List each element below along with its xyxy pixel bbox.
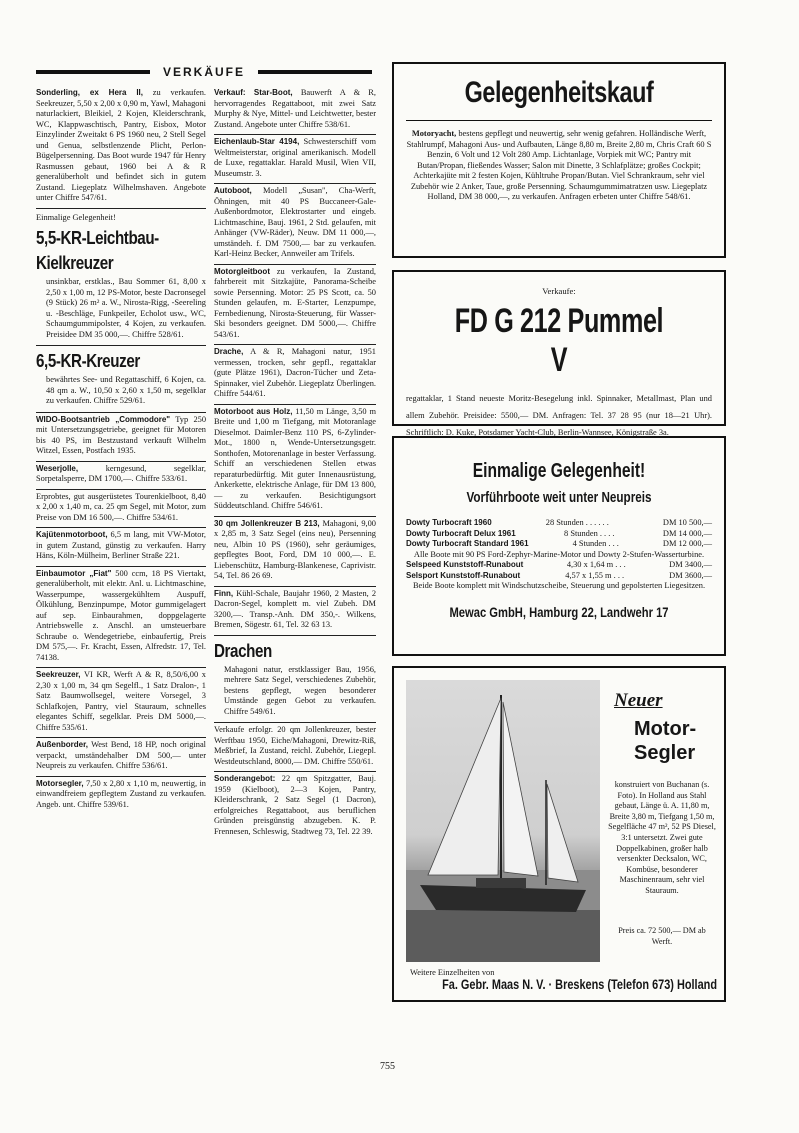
ad-body: Bauwerft A & R, hervorragendes Regattaboot, mit zwei Satz Murphy & Nye, Mittel- und Leichtwetter, bester Zustand. Angebote unter Chiffre 538/61. (214, 88, 377, 129)
classified-ad (36, 528, 206, 567)
ad-note: Weitere Einzelheiten von (410, 968, 495, 977)
ad-box-subtitle: Vorführboote weit unter Neupreis (466, 489, 652, 506)
price-list (406, 518, 712, 550)
price-list-2 (406, 560, 712, 581)
ad-body: Modell „Susan", Cha-Werft, Öhningen, mit 40 PS Buccaneer-Gale-Außenbordmotor, Elektrostarter und eingeb. Lichtmaschine, Bauj. 1961, 2 Std. gelaufen, mit Anhänger (VW-Räder), Neuw. DM 11 000,—, umständeh. f. DM 7500,— bar zu verkaufen. Karl-Heinz Becker, Annweiler am Trifels. (214, 186, 376, 258)
ad-kicker: Verkaufe: (542, 286, 576, 296)
price-row (406, 560, 712, 571)
classified-ad (214, 723, 376, 772)
column-1 (36, 86, 206, 814)
price-row-left: Selsport Kunststoff-Runabout (406, 570, 521, 580)
ad-body: 22 qm Spitzgatter, Bauj. 1959 (Kielboot), 2—3 Kojen, Pantry, Kleiderschrank, 2 Satz Segel (1 Dacron), erfolgreiches Regattaboot, aus beruflichen Gründen preisgünstig abzugeben. K. P. Frennesen, Schleswig, Stadtweg 73, Tel. 22 39. (214, 774, 376, 836)
price-row-mid: 4,30 x 1,64 m . . . (566, 560, 626, 569)
price-row-right: DM 12 000,— (662, 539, 712, 548)
classified-ad (36, 413, 206, 462)
ad-lead: Motoryacht, (411, 129, 457, 138)
classified-ad (214, 86, 376, 135)
ad-note: Alle Boote mit 90 PS Ford-Zephyr-Marine-Motor und Dowty 2-Stufen-Wasserturbine. (413, 549, 705, 559)
price-row-mid: 4 Stunden . . . (572, 539, 619, 548)
ad-kicker: Neuer (614, 690, 663, 711)
ad-lead: Sonderangebot: (214, 774, 276, 783)
boat-photo (406, 680, 600, 962)
price-row-mid: 8 Stunden . . . . (564, 528, 615, 538)
classified-ad (214, 184, 376, 265)
ad-lead: WIDO-Bootsantrieb „Commodore" (36, 414, 171, 424)
ad-lead: Einbaumotor „Fiat" (36, 568, 112, 578)
ad-body: Verkaufe erfolgr. 20 qm Jollenkreuzer, bester Werftbau 1950, Eiche/Mahagoni, Drewitz-Riß, Meßbrief, Ia Zustand, reichl. Zubehör, Liegepl. Westdeutschland, 8000,— DM. Chiffre 550/61. (214, 725, 376, 766)
price-row-mid: 4,57 x 1,55 m . . . (565, 570, 625, 580)
ad-body: bestens gepflegt und neuwertig, sehr wenig gefahren. Holländische Werft, Stahlrumpf, Mahagoni Aus- und Aufbauten, Länge 8,80 m, Breite 2,80 m, Chris Craft 60 S Benzin, 6 Volt und 12 Volt 280 Amp. Lichtanlage, Vorpiek mit WC; Pantry mit Butan/Propan, fließendes Wasser; Salon mit Dinette, 3 Schlafplätze; großes Cockpit; Achterkajüte mit 2 festen Kojen, Kühltruhe Propan/Butan. Viel Schrankraum, sehr viel Zubehör wie 2 Anker, Taue, große Persenning. Schaumgummimatratzen usw. Liegeplatz Holland, DM 38 000,—, zu verkaufen. Anfragen erbeten unter Chiffre 548/61. (406, 129, 712, 201)
ad-box-text: konstruiert von Buchanan (s. Foto). In Holland aus Stahl gebaut, Länge ü. A. 11,80 m, Breite 3,80 m, Tiefgang 1,50 m, Segelfläche 47 m², 52 PS Diesel, 3:1 untersetzt. Zwei gute Doppelkabinen, großer halb versenkter Decksalon, WC, Kombüse, besonderer Maschinenraum, sehr viel Stauraum. (608, 780, 716, 895)
ad-body: Mahagoni natur, erstklassiger Bau, 1956, mehrere Satz Segel, verschiedenes Zubehör, bestens gepflegt, wegen besonderer Umstände gegen Gebot zu verkaufen. Chiffre 549/61. (214, 661, 376, 724)
header-rule-right (258, 70, 372, 74)
sailboat-image (406, 680, 600, 962)
ad-body: Erprobtes, gut ausgerüstetes Tourenkielboot, 8,40 x 2,00 x 1,40 m, ca. 25 qm Segel, mit Motor, zum Preise von DM 16 500,—. Chiffre 534/61. (36, 491, 206, 522)
ad-body: Typ 250 mit Untersetzungsgetriebe, geeignet für Motoren bis 40 PS, im Bestzustand verkauft Wilhelm Witzel, Essen, Postfach 1935. (36, 414, 207, 455)
ad-box-mewac (392, 436, 726, 656)
classified-ad (36, 86, 206, 209)
classified-ad (214, 265, 376, 346)
ad-body: A & R, Mahagoni natur, 1951 vermessen, trocken, sehr gepfl., regattaklar (gute Plätze 1961), Dacron-Tücher und Zeta-Spinnaker, viel Zubehör. Liegeplatz Überlingen. Chiffre 544/61. (214, 347, 376, 398)
price-row (406, 529, 712, 540)
ad-lead: Eichenlaub-Star 4194, (214, 137, 300, 146)
ad-headline: Kielkreuzer (36, 252, 114, 273)
section-header (36, 64, 372, 80)
price-row-left: Dowty Turbocraft Delux 1961 (406, 528, 516, 538)
price-row-left: Dowty Turbocraft 1960 (406, 518, 492, 527)
price-row-mid: 28 Stunden . . . . . . (545, 518, 609, 527)
divider (406, 120, 712, 121)
ad-box-title: Motor- (634, 718, 697, 740)
price-row-right: DM 14 000,— (662, 528, 712, 538)
ad-lead: Autoboot, (214, 186, 252, 195)
ad-body: kerngesund, segelklar, Sorpetalsperre, DM 1700,—. Chiffre 533/61. (36, 463, 206, 483)
ad-body: VI KR, Werft A & R, 8,50/6,00 x 2,30 x 1,00 m, 34 qm Segelfl., 1 Satz Dralon-, 1 Satz Baumwollsegel, weitere Vorsegel, 3 Schlafkojen, Pantry, viel Stauraum, schnelles elegantes Schiff, segelklar. Preis DM 5000,—. Chiffre 535/61. (36, 670, 206, 732)
price-row-right: DM 10 500,— (662, 518, 712, 527)
ad-body: Kühl-Schale, Baujahr 1960, 2 Masten, 2 Dacron-Segel, komplett m. viel Zubeh. DM 3200,—. Transp.-Anh. DM 350,-. Wilkens, Bremen, Sögestr. 61, Tel. 32 63 13. (214, 588, 377, 629)
ad-box-title: Gelegenheitskauf (464, 76, 654, 109)
column-3 (392, 62, 726, 1012)
ad-lead: Weserjolle, (36, 463, 79, 473)
ad-box-pummel (392, 270, 726, 437)
ad-box-motorsegler (392, 666, 726, 1002)
ad-box-title: Einmalige Gelegenheit! (472, 460, 646, 482)
ad-lead: Verkauf: Star-Boot, (214, 88, 293, 97)
section-title: VERKÄUFE (162, 65, 245, 79)
ad-box-title-2: Segler (634, 742, 696, 764)
ad-lead: Motorgleitboot (214, 266, 270, 276)
ad-lead: Finn, (214, 588, 234, 598)
ad-body: zu verkaufen. Seekreuzer, 5,50 x 2,00 x 0,90 m, Yawl, Mahagoni naturlackiert, Bleikiel, 2 Kojen, Kleiderschrank, WC, Klappwaschtisch, Pantry, Eisbox, Motor Einzylinder Zweitakt 6 PS 1960 neu, 2 Stell Segel und Genua, selbstlenzende Plicht, Perlon-Bügelpersenning. Das Boot wurde 1947 für Henry Rasmussen gebaut, 1960 bei A & R generalüberholt und befindet sich in gutem Zustand. Liegeplatz Wilhelmshaven. Angebote unter Chiffre 547/61. (36, 88, 207, 202)
company-line: Fa. Gebr. Maas N. V. · Breskens (Telefon 673) Holland (442, 976, 718, 992)
ad-body: zu verkaufen, Ia Zustand, fahrbereit mit Sitzkajüte, Panorama-Scheibe sowie Persenning. Motor: 25 PS Scott, ca. 50 Stunden gelaufen, m. E-Starter, Lenzpumpe, Fernbedienung, Nirosta-Steuerung, für Wasser-Ski besonders geeignet. DM 5000,—. Chiffre 543/61. (214, 266, 377, 339)
ad-box-title: FD G 212 Pummel V (454, 302, 664, 379)
classified-ad (36, 567, 206, 669)
classified-ad (214, 345, 376, 405)
ad-box-text (406, 129, 712, 203)
classified-ad (36, 668, 206, 738)
ad-body: 11,50 m Länge, 3,50 m Breite und 1,00 m Tiefgang, mit Motoranlage Dieselmot. Daimler-Benz 110 PS, 6-Zylinder-Mot., 1800 n, Wende-Untersetzungsgetr. Sonthofen, Motorenanlage in bester Verfassung. Schiff an verschiedenen Stellen etwas reparaturbedürftig. Mit guter Innenausrüstung, Ankerkette, elektrische Anlage, für DM 13 800,— zu verkaufen. Besichtigungsort Süddeutschland. Chiffre 546/61. (214, 406, 376, 510)
ad-body: bewährtes See- und Regattaschiff, 6 Kojen, ca. 48 qm a. W., 10,50 x 2,60 x 1,50 m, segelklar zu verkaufen. Chiffre 529/61. (36, 371, 206, 413)
ad-box-gelegenheitskauf (392, 62, 726, 258)
classified-ad (36, 738, 206, 777)
header-rule-left (36, 70, 150, 74)
classified-ad (214, 517, 376, 587)
ad-lead: Motorboot aus Holz, (214, 406, 293, 416)
classified-ad (36, 490, 206, 529)
ad-body: Mahagoni, 9,00 x 2,85 m, 3 Satz Segel (eins neu), Persenning neu, Albin 10 PS (1960), sehr geräumiges, gepflegtes Boot, Ford, DM 10 000,—. E. Liebenschütz, Hamburg-Blankenese, Caprivistr. 54, Tel. 86 26 69. (214, 518, 376, 580)
classified-ad (214, 405, 376, 517)
ad-lead: Motorsegler, (36, 778, 84, 788)
price-row (406, 571, 712, 582)
ad-lead: Außenborder, (36, 740, 89, 749)
price-row-left: Dowty Turbocraft Standard 1961 (406, 539, 529, 548)
ad-box-text: regattaklar, 1 Stand neueste Moritz-Besegelung inkl. Spinnaker, Metallmast, Plan und allem Zubehör. Preisidee: 5500,— DM. Anfragen: Tel. 37 28 95 (nur 18—21 Uhr). Schriftlich: D. Kuke, Potsdamer Yacht-Club, Berlin-Wannsee, Königstraße 3a. (406, 394, 712, 437)
price-row-left: Selspeed Kunststoff-Runabout (406, 560, 524, 569)
company-line: Mewac GmbH, Hamburg 22, Landwehr 17 (449, 603, 669, 620)
column-2 (214, 86, 376, 841)
ad-headline: 5,5-KR-Leichtbau- (36, 227, 159, 248)
ad-lead: Drache, (214, 347, 244, 356)
ad-body: 7,50 x 2,80 x 1,10 m, neuwertig, in einwandfreiem gepflegtem Zustand zu verkaufen. Angeb. unt. Chiffre 539/61. (36, 778, 206, 809)
price-row (406, 518, 712, 529)
ad-body: 500 ccm, 18 PS Viertakt, generalüberholt, mit elektr. Anl. u. Lichtmaschine, Wasserpumpe, wassergekühltem Auspuff, Ölkühlung, Benzinpumpe, Motor gummigelagert auf sep. Einbaurahmen, doppgelagerte Antriebswelle z. Anschl. an umsteuerbare Schraube o. Wendegetriebe, einbaufertig, Preis DM 575,—. Fr. Kracht, Essen, Alfredstr. 17, Tel. 74138. (36, 568, 206, 662)
ad-lead: 30 qm Jollenkreuzer B 213, (214, 518, 320, 528)
price-text: Preis ca. 72 500,— DM ab Werft. (618, 926, 706, 946)
ad-headline: 6,5-KR-Kreuzer (36, 350, 140, 371)
ad-headline: Drachen (214, 639, 272, 661)
page-number: 755 (380, 1061, 395, 1072)
classified-ad (214, 587, 376, 636)
ad-body: unsinkbar, erstklas., Bau Sommer 61, 8,00 x 2,50 x 1,00 m, 12 PS-Motor, beste Dacronsegel (9 Stück) 26 m² a. W., Nirosta-Rigg, -Seereling u. -Beschläge, Funkpeiler, Echolot usw., WC, Schaumgummipolster, 4 Kojen, zu verkaufen. Preisidee DM 35 000,—. Chiffre 528/61. (36, 273, 206, 346)
ad-lead: Sonderling, ex Hera II, (36, 88, 144, 97)
ad-lead: Seekreuzer, (36, 670, 81, 679)
classified-ad (214, 772, 376, 841)
price-row (406, 539, 712, 550)
ad-body: 6,5 m lang, mit VW-Motor, in gutem Zustand, günstig zu verkaufen. Harry Häns, Köln-Mülheim, Berliner Straße 221. (36, 530, 206, 560)
ad-body: West Bend, 18 HP, noch original verpackt, umständehalber DM 500,— unter Neupreis zu verkaufen. Chiffre 536/61. (36, 740, 206, 770)
ad-body: Schwesterschiff vom Weltmeisterstar, original amerikanisch. Modell de Luxe, regattaklar. Harald Musil, Wien VII, Museumstr. 3. (214, 137, 376, 178)
classified-ad (36, 462, 206, 490)
ad-kicker: Einmalige Gelegenheit! (36, 212, 116, 222)
ad-lead: Kajütenmotorboot, (36, 530, 108, 539)
price-row-right: DM 3400,— (669, 560, 712, 569)
ad-note: Beide Boote komplett mit Windschutzscheibe, Steuerung und gepolsterten Liegesitzen. (412, 581, 706, 590)
classified-ad (214, 135, 376, 184)
price-row-right: DM 3600,— (669, 570, 712, 580)
classified-ad (36, 777, 206, 815)
